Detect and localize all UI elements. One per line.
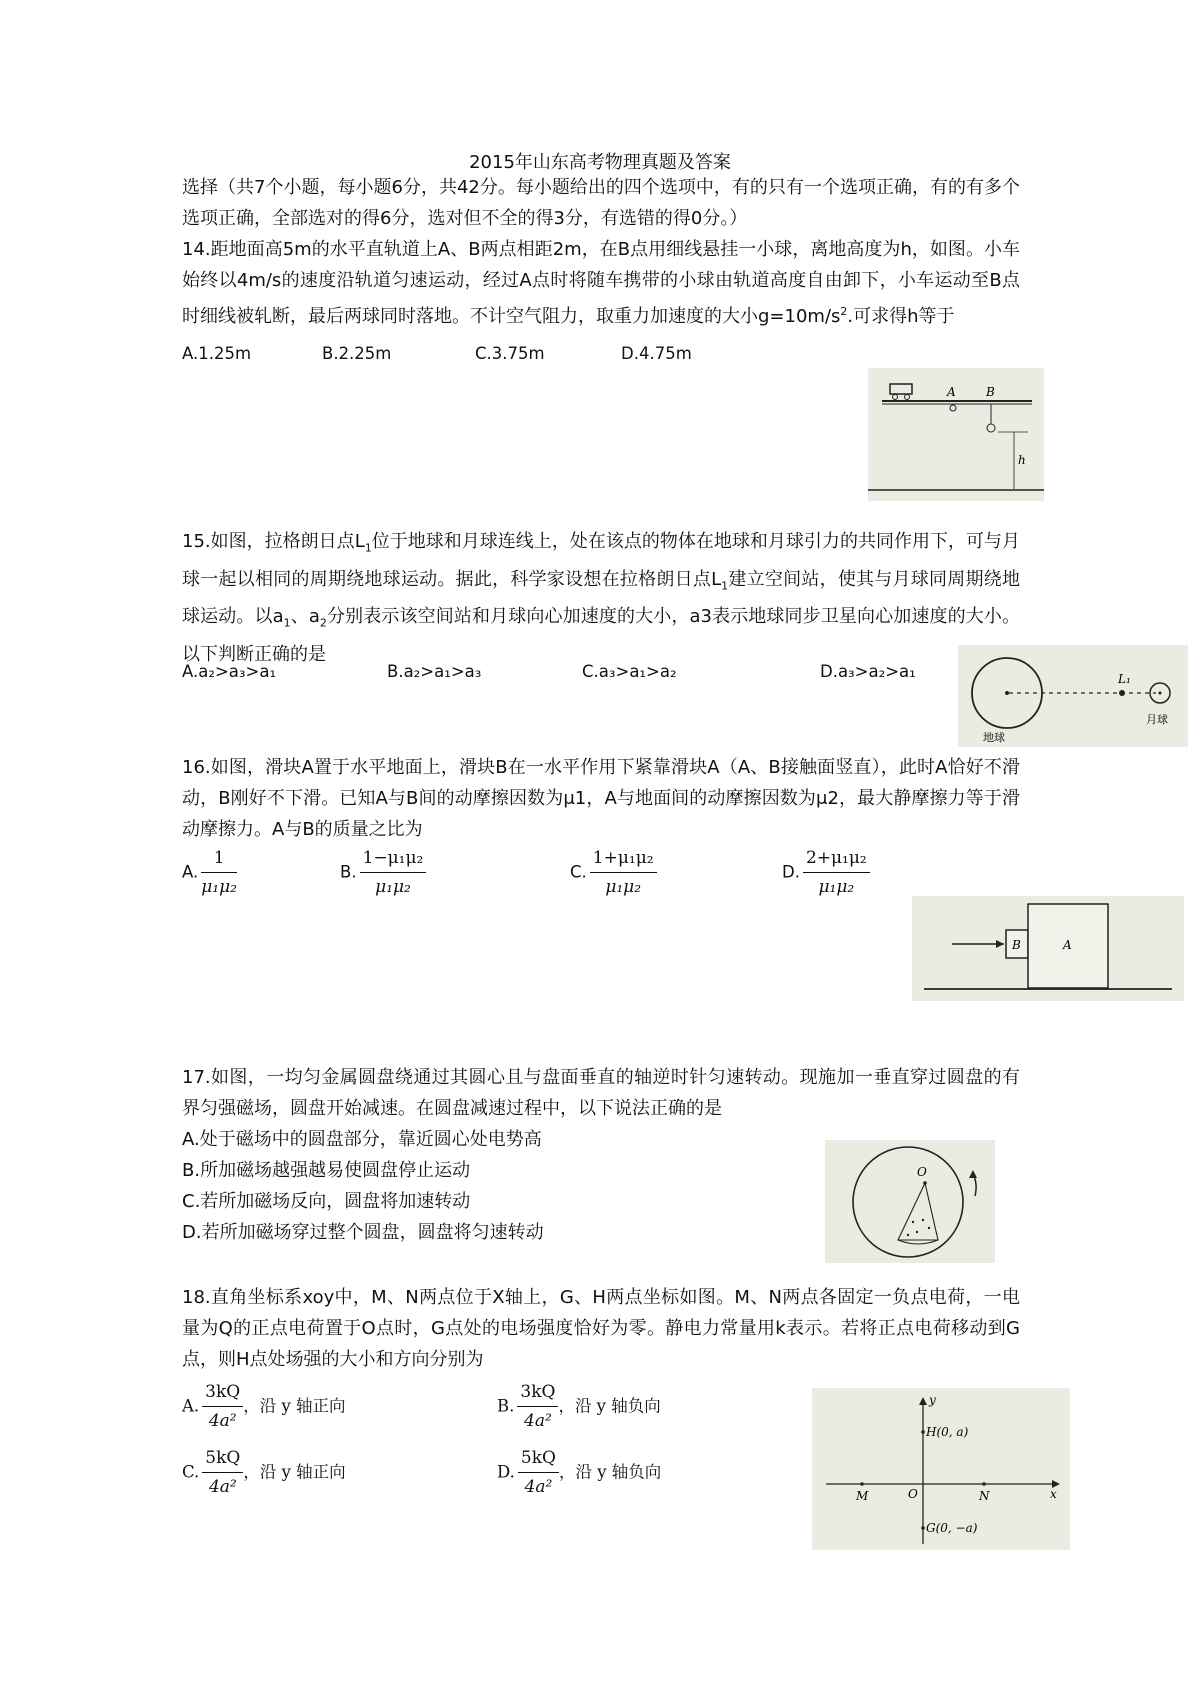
question-17-stem: 17.如图，一均匀金属圆盘绕通过其圆心且与盘面垂直的轴逆时针匀速转动。现施加一垂直穿过圆盘的有界匀强磁场，圆盘开始减速。在圆盘减速过程中，以下说法正确的是 [182, 1067, 1020, 1119]
q15-figure [958, 645, 1188, 747]
question-18-stem: 18.直角坐标系xoy中，M、N两点位于X轴上，G、H两点坐标如图。M、N两点各固定一负点电荷，一电量为Q的正点电荷置于O点时，G点处的电场强度恰好为零。静电力常量用k表示。若将正点电荷移动到G点，则H点处场强的大小和方向分别为 [182, 1287, 1020, 1370]
q17-option-b: B.所加磁场越强越易使圆盘停止运动 [182, 1160, 471, 1181]
q14-option-d: D.4.75m [621, 344, 692, 363]
q17-option-a: A.处于磁场中的圆盘部分，靠近圆心处电势高 [182, 1129, 542, 1150]
q17-option-d: D.若所加磁场穿过整个圆盘，圆盘将匀速转动 [182, 1222, 544, 1243]
question-14-stem: 14.距地面高5m的水平直轨道上A、B两点相距2m，在B点用细线悬挂一小球，离地高度为h，如图。小车始终以4m/s的速度沿轨道匀速运动，经过A点时将随车携带的小球由轨道高度自由卸下，小车运动至B点时细线被轧断，最后两球同时落地。不计空气阻力，取重力加速度的大小$g=10m/s^2$.可求得h等于 [182, 239, 1020, 327]
section-instructions: 选择（共7个小题，每小题6分，共42分。每小题给出的四个选项中，有的只有一个选项正确，有的有多个选项正确，全部选对的得6分，选对但不全的得3分，有选错的得0分。） [182, 177, 1020, 229]
q15-diagram [958, 645, 1188, 747]
q18-option-d: D. $\frac{5kQ}{\text{4a²}}$ ，沿 y 轴负向 [497, 1448, 662, 1497]
q16-option-d-fraction: $\frac{\text{2+μ₁μ₂}}{\text{μ₁μ₂}}$ [803, 846, 870, 899]
q16-option-c-fraction: $\frac{\text{1+μ₁μ₂}}{\text{μ₁μ₂}}$ [590, 846, 657, 899]
q17-figure [825, 1140, 995, 1263]
q14-option-a: A.1.25m [182, 344, 252, 363]
q18-label-g: G(0, −a) [926, 1521, 978, 1535]
q14-label-a: A [947, 385, 956, 399]
q18-option-a: A. $\frac{3kQ}{\text{4a²}}$ ，沿 y 轴正向 [182, 1382, 346, 1431]
q16-option-d: D. $\frac{\text{2+μ₁μ₂}}{\text{μ₁μ₂}}$ [782, 846, 870, 899]
q18-figure [812, 1388, 1070, 1550]
q17-option-c: C.若所加磁场反向，圆盘将加速转动 [182, 1191, 471, 1212]
q14-label-h: h [1018, 453, 1026, 467]
q18-label-y: y [929, 1393, 936, 1407]
q18-label-m: M [856, 1489, 869, 1503]
q14-figure [868, 368, 1044, 501]
q18-option-c: C. $\frac{5kQ}{\text{4a²}}$ ，沿 y 轴正向 [182, 1448, 346, 1497]
q18-option-b-fraction: $\frac{3kQ}{\text{4a²}}$ [517, 1380, 558, 1433]
q14-option-c: C.3.75m [475, 344, 545, 363]
q18-label-x: x [1050, 1487, 1057, 1501]
q15-label-moon: 月球 [1146, 713, 1168, 726]
q16-option-c: C. $\frac{\text{1+μ₁μ₂}}{\text{μ₁μ₂}}$ [570, 846, 657, 899]
q16-label-b: B [1012, 938, 1021, 952]
q15-option-a: A.a₂>a₃>a₁ [182, 662, 277, 681]
q18-label-o: O [908, 1487, 918, 1501]
q18-label-n: N [979, 1489, 990, 1503]
q17-diagram [825, 1140, 995, 1263]
q16-option-b-fraction: $\frac{\text{1−μ₁μ₂}}{\text{μ₁μ₂}}$ [360, 846, 427, 899]
q18-label-h: H(0, a) [926, 1425, 969, 1439]
q17-label-o: O [917, 1165, 927, 1179]
q16-option-a-fraction: $\frac{1}{\text{μ₁μ₂}}$ [201, 848, 237, 897]
q15-option-c: C.a₃>a₁>a₂ [582, 662, 677, 681]
q16-label-a: A [1063, 938, 1072, 952]
question-16-stem: 16.如图，滑块A置于水平地面上，滑块B在一水平作用下紧靠滑块A（A、B接触面竖直），此时A恰好不滑动，B刚好不下滑。已知A与B间的动摩擦因数为μ1，A与地面间的动摩擦因数为μ2，最大静摩擦力等于滑动摩擦力。A与B的质量之比为 [182, 757, 1020, 840]
q16-option-b: B. $\frac{\text{1−μ₁μ₂}}{\text{μ₁μ₂}}$ [340, 846, 426, 899]
q15-label-l1: L₁ [1118, 672, 1131, 686]
q14-option-b: B.2.25m [322, 344, 392, 363]
question-15-stem: 15.如图，拉格朗日点$L_1$位于地球和月球连线上，处在该点的物体在地球和月球引力的共同作用下，可与月球一起以相同的周期绕地球运动。据此，科学家设想在拉格朗日点$L_1$建立空间站，使其与月球同周期绕地球运动。以$a_1$、$a_2$分别表示该空间站和月球向心加速度的大小，a3表示地球同步卫星向心加速度的大小。以下判断正确的是 [182, 531, 1021, 665]
q18-option-a-fraction: $\frac{3kQ}{\text{4a²}}$ [202, 1380, 243, 1433]
q16-figure [912, 896, 1184, 1001]
q14-diagram [868, 368, 1044, 501]
q18-diagram [812, 1388, 1070, 1550]
q16-diagram [912, 896, 1184, 1001]
q18-option-c-fraction: $\frac{5kQ}{\text{4a²}}$ [202, 1446, 243, 1499]
q15-option-b: B.a₂>a₁>a₃ [387, 662, 482, 681]
q18-option-b: B. $\frac{3kQ}{\text{4a²}}$ ，沿 y 轴负向 [497, 1382, 661, 1431]
q15-label-earth: 地球 [983, 731, 1005, 744]
q18-option-d-fraction: $\frac{5kQ}{\text{4a²}}$ [518, 1446, 559, 1499]
page-title: 2015年山东高考物理真题及答案 [469, 152, 731, 173]
q14-label-b: B [986, 385, 995, 399]
q15-option-d: D.a₃>a₂>a₁ [820, 662, 916, 681]
q16-option-a: A. $\frac{1}{\text{μ₁μ₂}}$ [182, 848, 237, 897]
